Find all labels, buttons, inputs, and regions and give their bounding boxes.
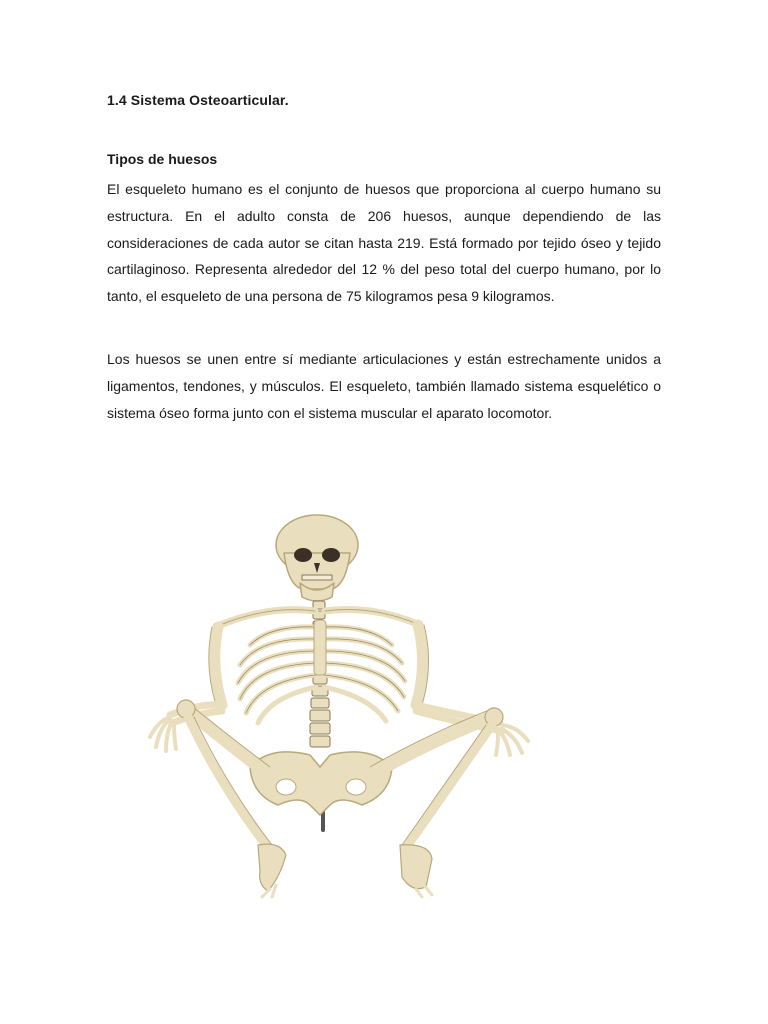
subsection-title: Tipos de huesos bbox=[107, 151, 218, 167]
pelvis bbox=[250, 752, 392, 815]
section-title: 1.4 Sistema Osteoarticular. bbox=[107, 92, 289, 108]
skeleton-figure bbox=[130, 505, 560, 900]
skull bbox=[276, 515, 358, 601]
skeleton-icon bbox=[130, 505, 560, 900]
paragraph-2: Los huesos se unen entre sí mediante articulaciones y están estrechamente unidos a ligamentos, tendones, y músculos. El esqueleto, también llamado sistema esquelético o sistema óseo forma junto con el sistema muscular el aparato locomotor. bbox=[107, 351, 661, 421]
feet bbox=[258, 844, 432, 891]
paragraph-1: El esqueleto humano es el conjunto de huesos que proporciona al cuerpo humano su estructura. En el adulto consta de 206 huesos, aunque dependiendo de las consideraciones de cada autor se citan hasta 219. Está formado por tejido óseo y tejido cartilaginoso. Representa alrededor del 12 % del peso total del cuerpo humano, por lo tanto, el esqueleto de una persona de 75 kilogramos pesa 9 kilogramos. bbox=[107, 181, 661, 305]
sternum bbox=[314, 620, 326, 675]
